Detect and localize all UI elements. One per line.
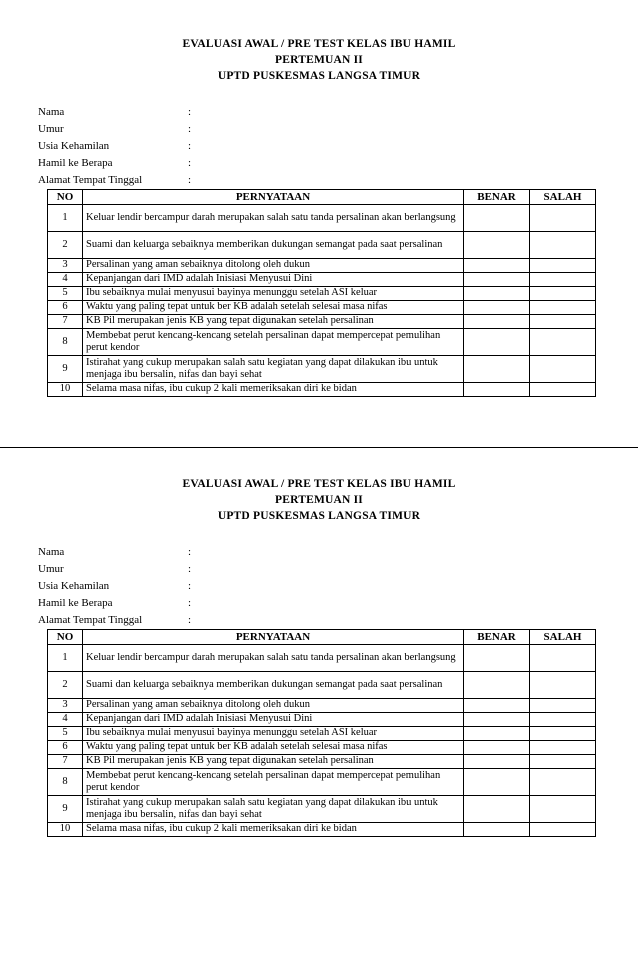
table-row — [48, 755, 596, 769]
table-header-row — [48, 190, 596, 205]
table-row — [48, 796, 596, 823]
answer-benar-cell[interactable] — [464, 383, 530, 397]
form-copy-top — [0, 36, 638, 395]
row-number: 3 — [48, 259, 83, 273]
title-line-1: EVALUASI AWAL / PRE TEST KELAS IBU HAMIL — [182, 478, 456, 490]
field-label: Hamil ke Berapa — [38, 157, 113, 169]
form-title — [0, 36, 638, 84]
row-number: 6 — [48, 301, 83, 315]
field-alamat[interactable] — [38, 172, 638, 189]
header-benar: BENAR — [464, 630, 530, 645]
row-number: 1 — [48, 205, 83, 232]
table-row — [48, 259, 596, 273]
table-row — [48, 769, 596, 796]
row-statement: Persalinan yang aman sebaiknya ditolong oleh dukun — [83, 259, 464, 273]
row-statement: Suami dan keluarga sebaiknya memberikan dukungan semangat pada saat persalinan — [83, 232, 464, 259]
field-label: Usia Kehamilan — [38, 140, 110, 152]
answer-salah-cell[interactable] — [530, 287, 596, 301]
row-statement: Ibu sebaiknya mulai menyusui bayinya menunggu setelah ASI keluar — [83, 287, 464, 301]
table-header-row — [48, 630, 596, 645]
answer-benar-cell[interactable] — [464, 823, 530, 837]
row-number: 5 — [48, 727, 83, 741]
header-salah: SALAH — [530, 630, 596, 645]
title-line-3: UPTD PUSKESMAS LANGSA TIMUR — [217, 70, 421, 82]
field-colon: : — [188, 106, 192, 118]
row-statement: Suami dan keluarga sebaiknya memberikan dukungan semangat pada saat persalinan — [83, 672, 464, 699]
answer-salah-cell[interactable] — [530, 769, 596, 796]
answer-salah-cell[interactable] — [530, 273, 596, 287]
answer-benar-cell[interactable] — [464, 755, 530, 769]
answer-benar-cell[interactable] — [464, 301, 530, 315]
row-number: 4 — [48, 713, 83, 727]
identity-fields — [38, 104, 638, 189]
field-label: Usia Kehamilan — [38, 580, 110, 592]
answer-salah-cell[interactable] — [530, 329, 596, 356]
answer-salah-cell[interactable] — [530, 796, 596, 823]
form-copy-bottom — [0, 476, 638, 835]
table-row — [48, 273, 596, 287]
answer-salah-cell[interactable] — [530, 383, 596, 397]
row-statement: Kepanjangan dari IMD adalah Inisiasi Menyusui Dini — [83, 713, 464, 727]
answer-salah-cell[interactable] — [530, 755, 596, 769]
title-line-2: PERTEMUAN II — [275, 54, 363, 66]
answer-benar-cell[interactable] — [464, 645, 530, 672]
table-row — [48, 205, 596, 232]
field-usia-kehamilan[interactable] — [38, 138, 638, 155]
header-no: NO — [48, 630, 83, 645]
field-colon: : — [188, 597, 192, 609]
field-alamat[interactable] — [38, 612, 638, 629]
row-number: 10 — [48, 383, 83, 397]
answer-benar-cell[interactable] — [464, 713, 530, 727]
row-number: 3 — [48, 699, 83, 713]
row-number: 6 — [48, 741, 83, 755]
row-statement: Waktu yang paling tepat untuk ber KB adalah setelah selesai masa nifas — [83, 301, 464, 315]
table-row — [48, 727, 596, 741]
answer-salah-cell[interactable] — [530, 713, 596, 727]
cut-line-divider — [0, 447, 638, 448]
answer-salah-cell[interactable] — [530, 315, 596, 329]
field-colon: : — [188, 563, 192, 575]
field-umur[interactable] — [38, 121, 638, 138]
row-statement: Keluar lendir bercampur darah merupakan salah satu tanda persalinan akan berlangsung — [83, 645, 464, 672]
row-number: 7 — [48, 315, 83, 329]
table-row — [48, 232, 596, 259]
answer-salah-cell[interactable] — [530, 301, 596, 315]
field-nama[interactable] — [38, 104, 638, 121]
row-statement: Waktu yang paling tepat untuk ber KB adalah setelah selesai masa nifas — [83, 741, 464, 755]
answer-benar-cell[interactable] — [464, 356, 530, 383]
answer-salah-cell[interactable] — [530, 823, 596, 837]
field-label: Umur — [38, 563, 64, 575]
question-table — [47, 629, 596, 837]
field-label: Nama — [38, 546, 65, 558]
field-nama[interactable] — [38, 544, 638, 561]
row-statement: Membebat perut kencang-kencang setelah persalinan dapat mempercepat pemulihan perut kendor — [83, 769, 464, 796]
field-usia-kehamilan[interactable] — [38, 578, 638, 595]
row-statement: Keluar lendir bercampur darah merupakan salah satu tanda persalinan akan berlangsung — [83, 205, 464, 232]
field-label: Alamat Tempat Tinggal — [38, 614, 143, 626]
row-statement: Persalinan yang aman sebaiknya ditolong oleh dukun — [83, 699, 464, 713]
answer-benar-cell[interactable] — [464, 796, 530, 823]
identity-fields — [38, 544, 638, 629]
table-row — [48, 329, 596, 356]
field-colon: : — [188, 614, 192, 626]
table-row — [48, 287, 596, 301]
answer-salah-cell[interactable] — [530, 205, 596, 232]
answer-salah-cell[interactable] — [530, 672, 596, 699]
row-statement: KB Pil merupakan jenis KB yang tepat digunakan setelah persalinan — [83, 315, 464, 329]
answer-benar-cell[interactable] — [464, 741, 530, 755]
table-row — [48, 645, 596, 672]
field-colon: : — [188, 580, 192, 592]
answer-salah-cell[interactable] — [530, 356, 596, 383]
table-row — [48, 315, 596, 329]
answer-salah-cell[interactable] — [530, 727, 596, 741]
answer-benar-cell[interactable] — [464, 699, 530, 713]
table-row — [48, 713, 596, 727]
answer-salah-cell[interactable] — [530, 232, 596, 259]
answer-benar-cell[interactable] — [464, 273, 530, 287]
field-colon: : — [188, 140, 192, 152]
row-number: 8 — [48, 329, 83, 356]
answer-benar-cell[interactable] — [464, 329, 530, 356]
field-colon: : — [188, 157, 192, 169]
row-statement: Ibu sebaiknya mulai menyusui bayinya menunggu setelah ASI keluar — [83, 727, 464, 741]
answer-benar-cell[interactable] — [464, 287, 530, 301]
row-statement: Membebat perut kencang-kencang setelah persalinan dapat mempercepat pemulihan perut kendor — [83, 329, 464, 356]
field-label: Umur — [38, 123, 64, 135]
table-row — [48, 383, 596, 397]
answer-benar-cell[interactable] — [464, 232, 530, 259]
row-number: 9 — [48, 796, 83, 823]
table-row — [48, 741, 596, 755]
answer-salah-cell[interactable] — [530, 645, 596, 672]
title-line-1: EVALUASI AWAL / PRE TEST KELAS IBU HAMIL — [182, 38, 456, 50]
answer-salah-cell[interactable] — [530, 259, 596, 273]
row-statement: Selama masa nifas, ibu cukup 2 kali memeriksakan diri ke bidan — [83, 383, 464, 397]
row-statement: Kepanjangan dari IMD adalah Inisiasi Menyusui Dini — [83, 273, 464, 287]
row-number: 8 — [48, 769, 83, 796]
row-number: 2 — [48, 232, 83, 259]
answer-benar-cell[interactable] — [464, 769, 530, 796]
row-statement: KB Pil merupakan jenis KB yang tepat digunakan setelah persalinan — [83, 755, 464, 769]
title-line-2: PERTEMUAN II — [275, 494, 363, 506]
row-number: 2 — [48, 672, 83, 699]
field-hamil-ke[interactable] — [38, 595, 638, 612]
row-statement: Selama masa nifas, ibu cukup 2 kali memeriksakan diri ke bidan — [83, 823, 464, 837]
header-no: NO — [48, 190, 83, 205]
answer-benar-cell[interactable] — [464, 672, 530, 699]
answer-benar-cell[interactable] — [464, 315, 530, 329]
table-row — [48, 356, 596, 383]
answer-benar-cell[interactable] — [464, 205, 530, 232]
header-benar: BENAR — [464, 190, 530, 205]
row-number: 4 — [48, 273, 83, 287]
answer-benar-cell[interactable] — [464, 259, 530, 273]
row-number: 9 — [48, 356, 83, 383]
row-number: 10 — [48, 823, 83, 837]
field-colon: : — [188, 123, 192, 135]
header-statement: PERNYATAAN — [83, 630, 464, 645]
header-statement: PERNYATAAN — [83, 190, 464, 205]
answer-benar-cell[interactable] — [464, 727, 530, 741]
form-title — [0, 476, 638, 524]
answer-salah-cell[interactable] — [530, 741, 596, 755]
field-umur[interactable] — [38, 561, 638, 578]
title-line-3: UPTD PUSKESMAS LANGSA TIMUR — [217, 510, 421, 522]
row-number: 5 — [48, 287, 83, 301]
field-hamil-ke[interactable] — [38, 155, 638, 172]
answer-salah-cell[interactable] — [530, 699, 596, 713]
row-statement: Istirahat yang cukup merupakan salah satu kegiatan yang dapat dilakukan ibu untuk menjaga ibu bersalin, nifas dan bayi sehat — [83, 796, 464, 823]
row-number: 1 — [48, 645, 83, 672]
table-row — [48, 301, 596, 315]
header-salah: SALAH — [530, 190, 596, 205]
field-colon: : — [188, 174, 192, 186]
table-row — [48, 672, 596, 699]
table-row — [48, 823, 596, 837]
field-label: Nama — [38, 106, 65, 118]
field-colon: : — [188, 546, 192, 558]
row-number: 7 — [48, 755, 83, 769]
table-row — [48, 699, 596, 713]
field-label: Hamil ke Berapa — [38, 597, 113, 609]
question-table — [47, 189, 596, 397]
field-label: Alamat Tempat Tinggal — [38, 174, 143, 186]
row-statement: Istirahat yang cukup merupakan salah satu kegiatan yang dapat dilakukan ibu untuk menjaga ibu bersalin, nifas dan bayi sehat — [83, 356, 464, 383]
